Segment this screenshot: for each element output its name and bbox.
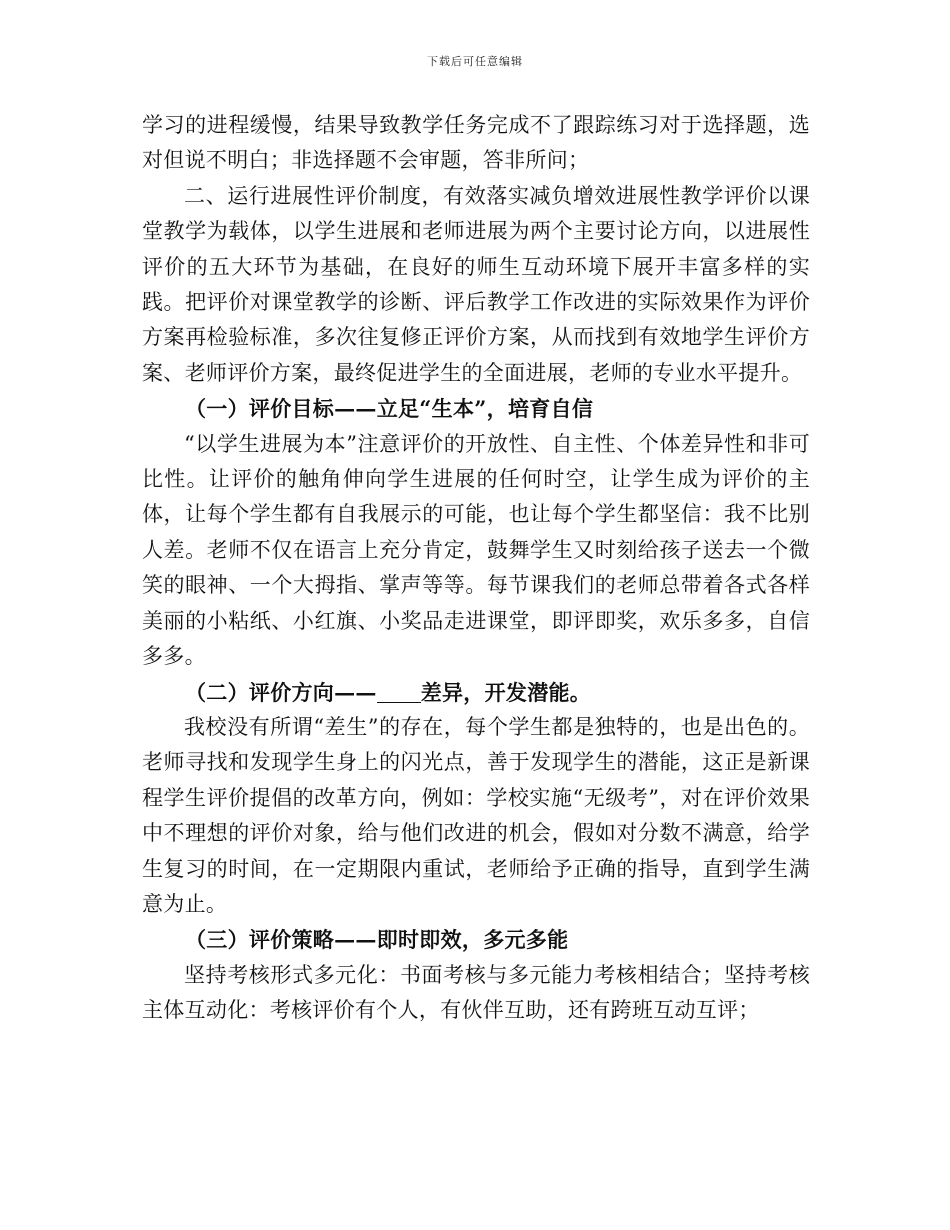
paragraph-continuation: 学习的进程缓慢，结果导致教学任务完成不了跟踪练习对于选择题，选对但说不明白；非选择题不会审题，答非所问； [142,113,810,173]
fill-in-blank [377,680,421,703]
document-body [142,108,810,1029]
page-header: 下载后可任意编辑 [427,55,523,68]
heading-evaluation-strategy: （三）评价策略——即时即效，多元多能 [185,927,569,953]
heading-evaluation-direction [142,675,810,710]
heading-evaluation-goal: （一）评价目标——立足“生本”，培育自信 [185,396,594,422]
paragraph-section-two: 二、运行进展性评价制度，有效落实减负增效进展性教学评价以课堂教学为载体，以学生进展和老师进展为两个主要讨论方向，以进展性评价的五大环节为基础，在良好的师生互动环境下展开丰富多样的实践。把评价对课堂教学的诊断、评后教学工作改进的实际效果作为评价方案再检验标准，多次往复修正评价方案，从而找到有效地学生评价方案、老师评价方案，最终促进学生的全面进展，老师的专业水平提升。 [142,183,810,385]
paragraph-evaluation-goal: “以学生进展为本”注意评价的开放性、自主性、个体差异性和非可比性。让评价的触角伸向学生进展的任何时空，让学生成为评价的主体，让每个学生都有自我展示的可能，也让每个学生都坚信：我不比别人差。老师不仅在语言上充分肯定，鼓舞学生又时刻给孩子送去一个微笑的眼神、一个大拇指、掌声等等。每节课我们的老师总带着各式各样美丽的小粘纸、小红旗、小奖品走进课堂，即评即奖，欢乐多多，自信多多。 [142,431,810,669]
heading-direction-suffix: 差异，开发潜能。 [420,679,592,705]
paragraph-evaluation-strategy: 坚持考核形式多元化：书面考核与多元能力考核相结合；坚持考核主体互动化：考核评价有个人，有伙伴互助，还有跨班互动互评； [142,962,810,1023]
heading-direction-prefix: （二）评价方向—— [185,679,377,705]
paragraph-evaluation-direction: 我校没有所谓“差生”的存在，每个学生都是独特的，也是出色的。老师寻找和发现学生身上的闪光点，善于发现学生的潜能，这正是新课程学生评价提倡的改革方向，例如：学校实施“无级考”，对在评价效果中不理想的评价对象，给与他们改进的机会，假如对分数不满意，给学生复习的时间，在一定期限内重试，老师给予正确的指导，直到学生满意为止。 [142,714,810,916]
